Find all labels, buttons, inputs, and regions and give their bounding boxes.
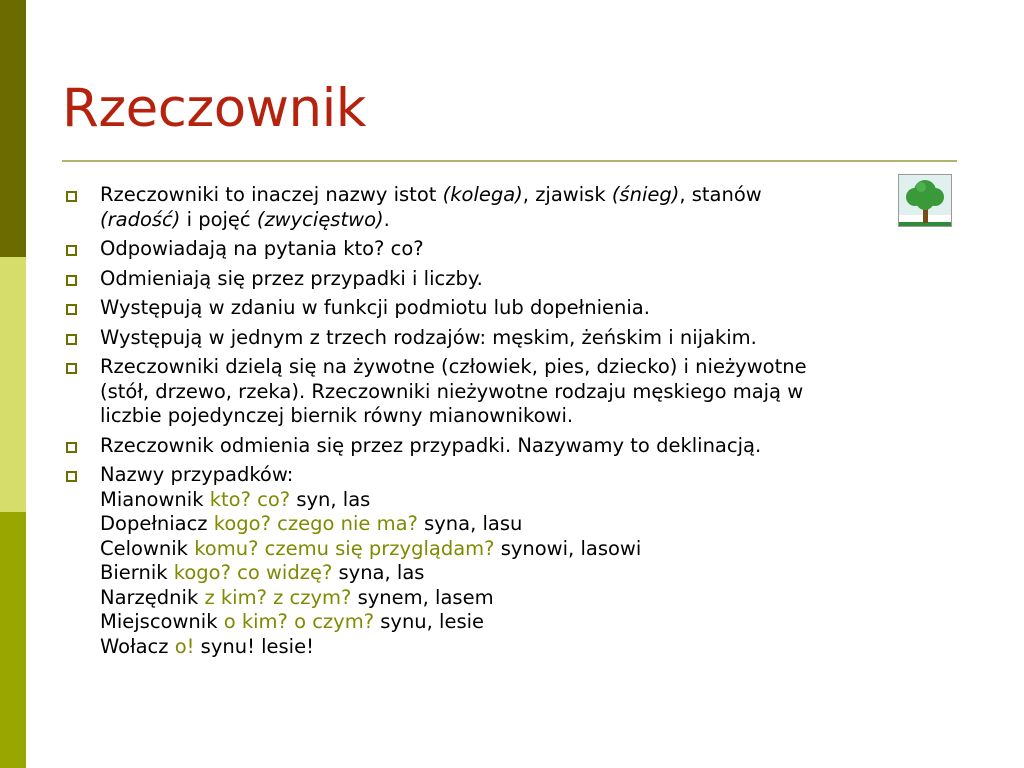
bullet-item-cases bbox=[66, 463, 928, 659]
case-question: kto? co? bbox=[209, 487, 291, 511]
case-name: Narzędnik bbox=[100, 585, 205, 609]
bullet-square-icon bbox=[66, 334, 77, 345]
bullet-text: , zjawisk bbox=[522, 183, 612, 206]
example-word: (radość) bbox=[100, 207, 181, 231]
side-bar-middle bbox=[0, 257, 26, 512]
bullet-item bbox=[66, 296, 928, 321]
example-word: (śnieg) bbox=[611, 183, 680, 206]
case-row bbox=[100, 586, 928, 611]
case-name: Dopełniacz bbox=[100, 512, 214, 535]
bullet-square-icon bbox=[66, 442, 77, 453]
bullet-text: , stanów bbox=[679, 183, 762, 206]
bullet-item bbox=[66, 183, 928, 232]
case-row bbox=[100, 488, 928, 513]
case-question: komu? czemu się przyglądam? bbox=[194, 536, 495, 560]
case-name: Wołacz bbox=[100, 634, 175, 658]
case-row bbox=[100, 635, 928, 660]
bullet-text: Odpowiadają na pytania kto? co? bbox=[100, 237, 424, 260]
case-question: kogo? czego nie ma? bbox=[213, 512, 418, 535]
bullet-list bbox=[66, 183, 928, 664]
bullet-text: liczbie pojedynczej biernik równy mianownikowi. bbox=[100, 404, 574, 427]
bullet-item bbox=[66, 434, 928, 459]
case-example: syn, las bbox=[290, 487, 371, 511]
bullet-item bbox=[66, 237, 928, 262]
bullet-square-icon bbox=[66, 304, 77, 315]
title-divider bbox=[62, 160, 957, 162]
bullet-text: Występują w jednym z trzech rodzajów: męskim, żeńskim i nijakim. bbox=[100, 325, 757, 349]
example-word: (zwycięstwo) bbox=[256, 207, 384, 231]
case-name: Celownik bbox=[100, 536, 195, 560]
case-row bbox=[100, 537, 928, 562]
bullet-item bbox=[66, 355, 928, 429]
bullet-text: Rzeczowniki to inaczej nazwy istot bbox=[100, 183, 443, 206]
case-example: syna, las bbox=[332, 561, 425, 584]
bullet-square-icon bbox=[66, 471, 77, 482]
case-row bbox=[100, 561, 928, 586]
case-name: Mianownik bbox=[100, 487, 210, 511]
bullet-text: Rzeczowniki dzielą się na żywotne (człowiek, pies, dziecko) i nieżywotne bbox=[100, 355, 807, 378]
bullet-text: . bbox=[383, 207, 390, 231]
case-name: Biernik bbox=[100, 561, 174, 584]
bullet-text: (stół, drzewo, rzeka). Rzeczowniki nieżywotne rodzaju męskiego mają w bbox=[100, 379, 804, 403]
bullet-item bbox=[66, 267, 928, 292]
case-question: kogo? co widzę? bbox=[173, 561, 333, 584]
case-row bbox=[100, 512, 928, 537]
case-name: Miejscownik bbox=[100, 610, 224, 633]
case-example: synowi, lasowi bbox=[494, 536, 642, 560]
bullet-square-icon bbox=[66, 363, 77, 374]
case-example: synu, lesie bbox=[374, 610, 485, 633]
bullet-text: Występują w zdaniu w funkcji podmiotu lub dopełnienia. bbox=[100, 296, 650, 319]
case-example: synu! lesie! bbox=[194, 634, 314, 658]
case-example: syna, lasu bbox=[417, 512, 523, 535]
case-example: synem, lasem bbox=[351, 585, 494, 609]
bullet-square-icon bbox=[66, 245, 77, 256]
bullet-text: Rzeczownik odmienia się przez przypadki. Nazywamy to deklinacją. bbox=[100, 433, 762, 457]
bullet-square-icon bbox=[66, 275, 77, 286]
bullet-text: i pojęć bbox=[180, 207, 257, 231]
case-question: o kim? o czym? bbox=[223, 610, 375, 633]
case-question: z kim? z czym? bbox=[204, 585, 352, 609]
slide-title: Rzeczownik bbox=[62, 78, 366, 139]
bullet-square-icon bbox=[66, 191, 77, 202]
example-word: (kolega) bbox=[442, 183, 523, 206]
bullet-text: Odmieniają się przez przypadki i liczby. bbox=[100, 266, 483, 290]
side-bar-top bbox=[0, 0, 26, 257]
bullet-item bbox=[66, 326, 928, 351]
cases-heading: Nazwy przypadków: bbox=[100, 463, 294, 486]
side-bar-bottom bbox=[0, 512, 26, 768]
case-question: o! bbox=[174, 634, 195, 658]
case-row bbox=[100, 610, 928, 635]
